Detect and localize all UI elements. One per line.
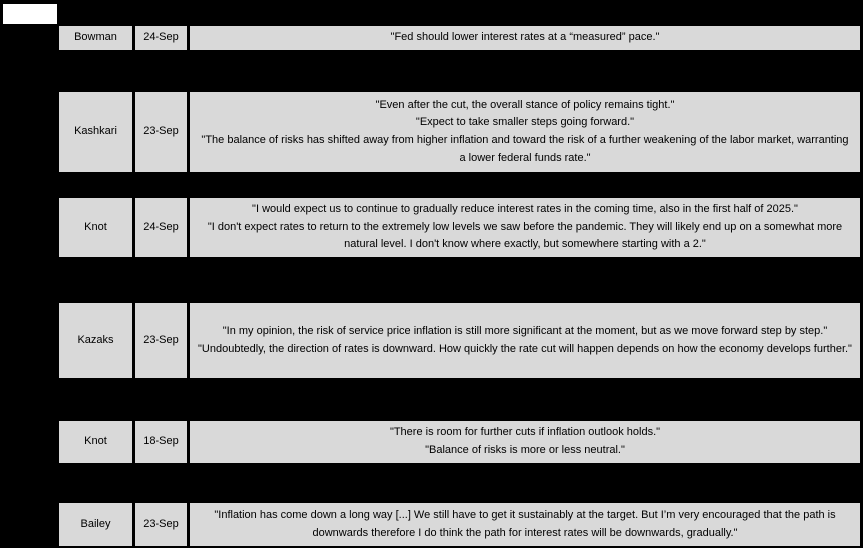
table-row [59, 503, 860, 546]
quote-cell [190, 198, 860, 257]
date-cell: 23-Sep [135, 303, 187, 378]
quote-line: "Fed should lower interest rates at a “measured” pace." [390, 31, 660, 44]
date-cell: 23-Sep [135, 92, 187, 172]
date-cell: 18-Sep [135, 421, 187, 463]
quote-cell [190, 92, 860, 172]
quote-line: "Balance of risks is more or less neutral." [425, 444, 625, 456]
speaker-cell: Kazaks [59, 303, 132, 378]
quote-cell [190, 503, 860, 546]
date-cell: 24-Sep [135, 26, 187, 50]
quote-line: "Even after the cut, the overall stance of policy remains tight." [375, 98, 675, 111]
quote-line: "I don't expect rates to return to the extremely low levels we saw before the pandemic. They will likely end up on a somewhat more natural level. I don't know where exactly, but somewhere starting with a 2." [207, 220, 843, 251]
speaker-cell: Bowman [59, 26, 132, 50]
quote-cell [190, 303, 860, 378]
date-cell: 23-Sep [135, 503, 187, 546]
table-row [59, 92, 860, 172]
speaker-cell: Kashkari [59, 92, 132, 172]
quote-line: "I would expect us to continue to gradually reduce interest rates in the coming time, also in the first half of 2025." [252, 203, 798, 216]
table-row [59, 26, 860, 50]
quote-line: "Inflation has come down a long way [...] We still have to get it sustainably at the target. But I’m very encouraged that the path is downwards therefore I do think the path for interest rates will be downwards, gradually." [214, 508, 836, 539]
table-row [59, 421, 860, 463]
quote-cell [190, 421, 860, 463]
speaker-cell: Knot [59, 198, 132, 257]
quote-line: "Undoubtedly, the direction of rates is downward. How quickly the rate cut will happen depends on how the economy develops further." [198, 342, 852, 355]
blank-corner-box [3, 4, 57, 24]
speaker-cell: Knot [59, 421, 132, 463]
quote-line: "There is room for further cuts if inflation outlook holds." [389, 426, 661, 439]
date-cell: 24-Sep [135, 198, 187, 257]
quote-cell [190, 26, 860, 50]
quote-line: "Expect to take smaller steps going forward." [415, 116, 635, 129]
quote-line: "The balance of risks has shifted away from higher inflation and toward the risk of a further weakening of the labor market, warranting a lower federal funds rate." [201, 134, 849, 164]
speaker-cell: Bailey [59, 503, 132, 546]
table-row [59, 198, 860, 257]
table-row [59, 303, 860, 378]
quote-line: "In my opinion, the risk of service price inflation is still more significant at the moment, but as we move forward step by step." [222, 324, 828, 337]
